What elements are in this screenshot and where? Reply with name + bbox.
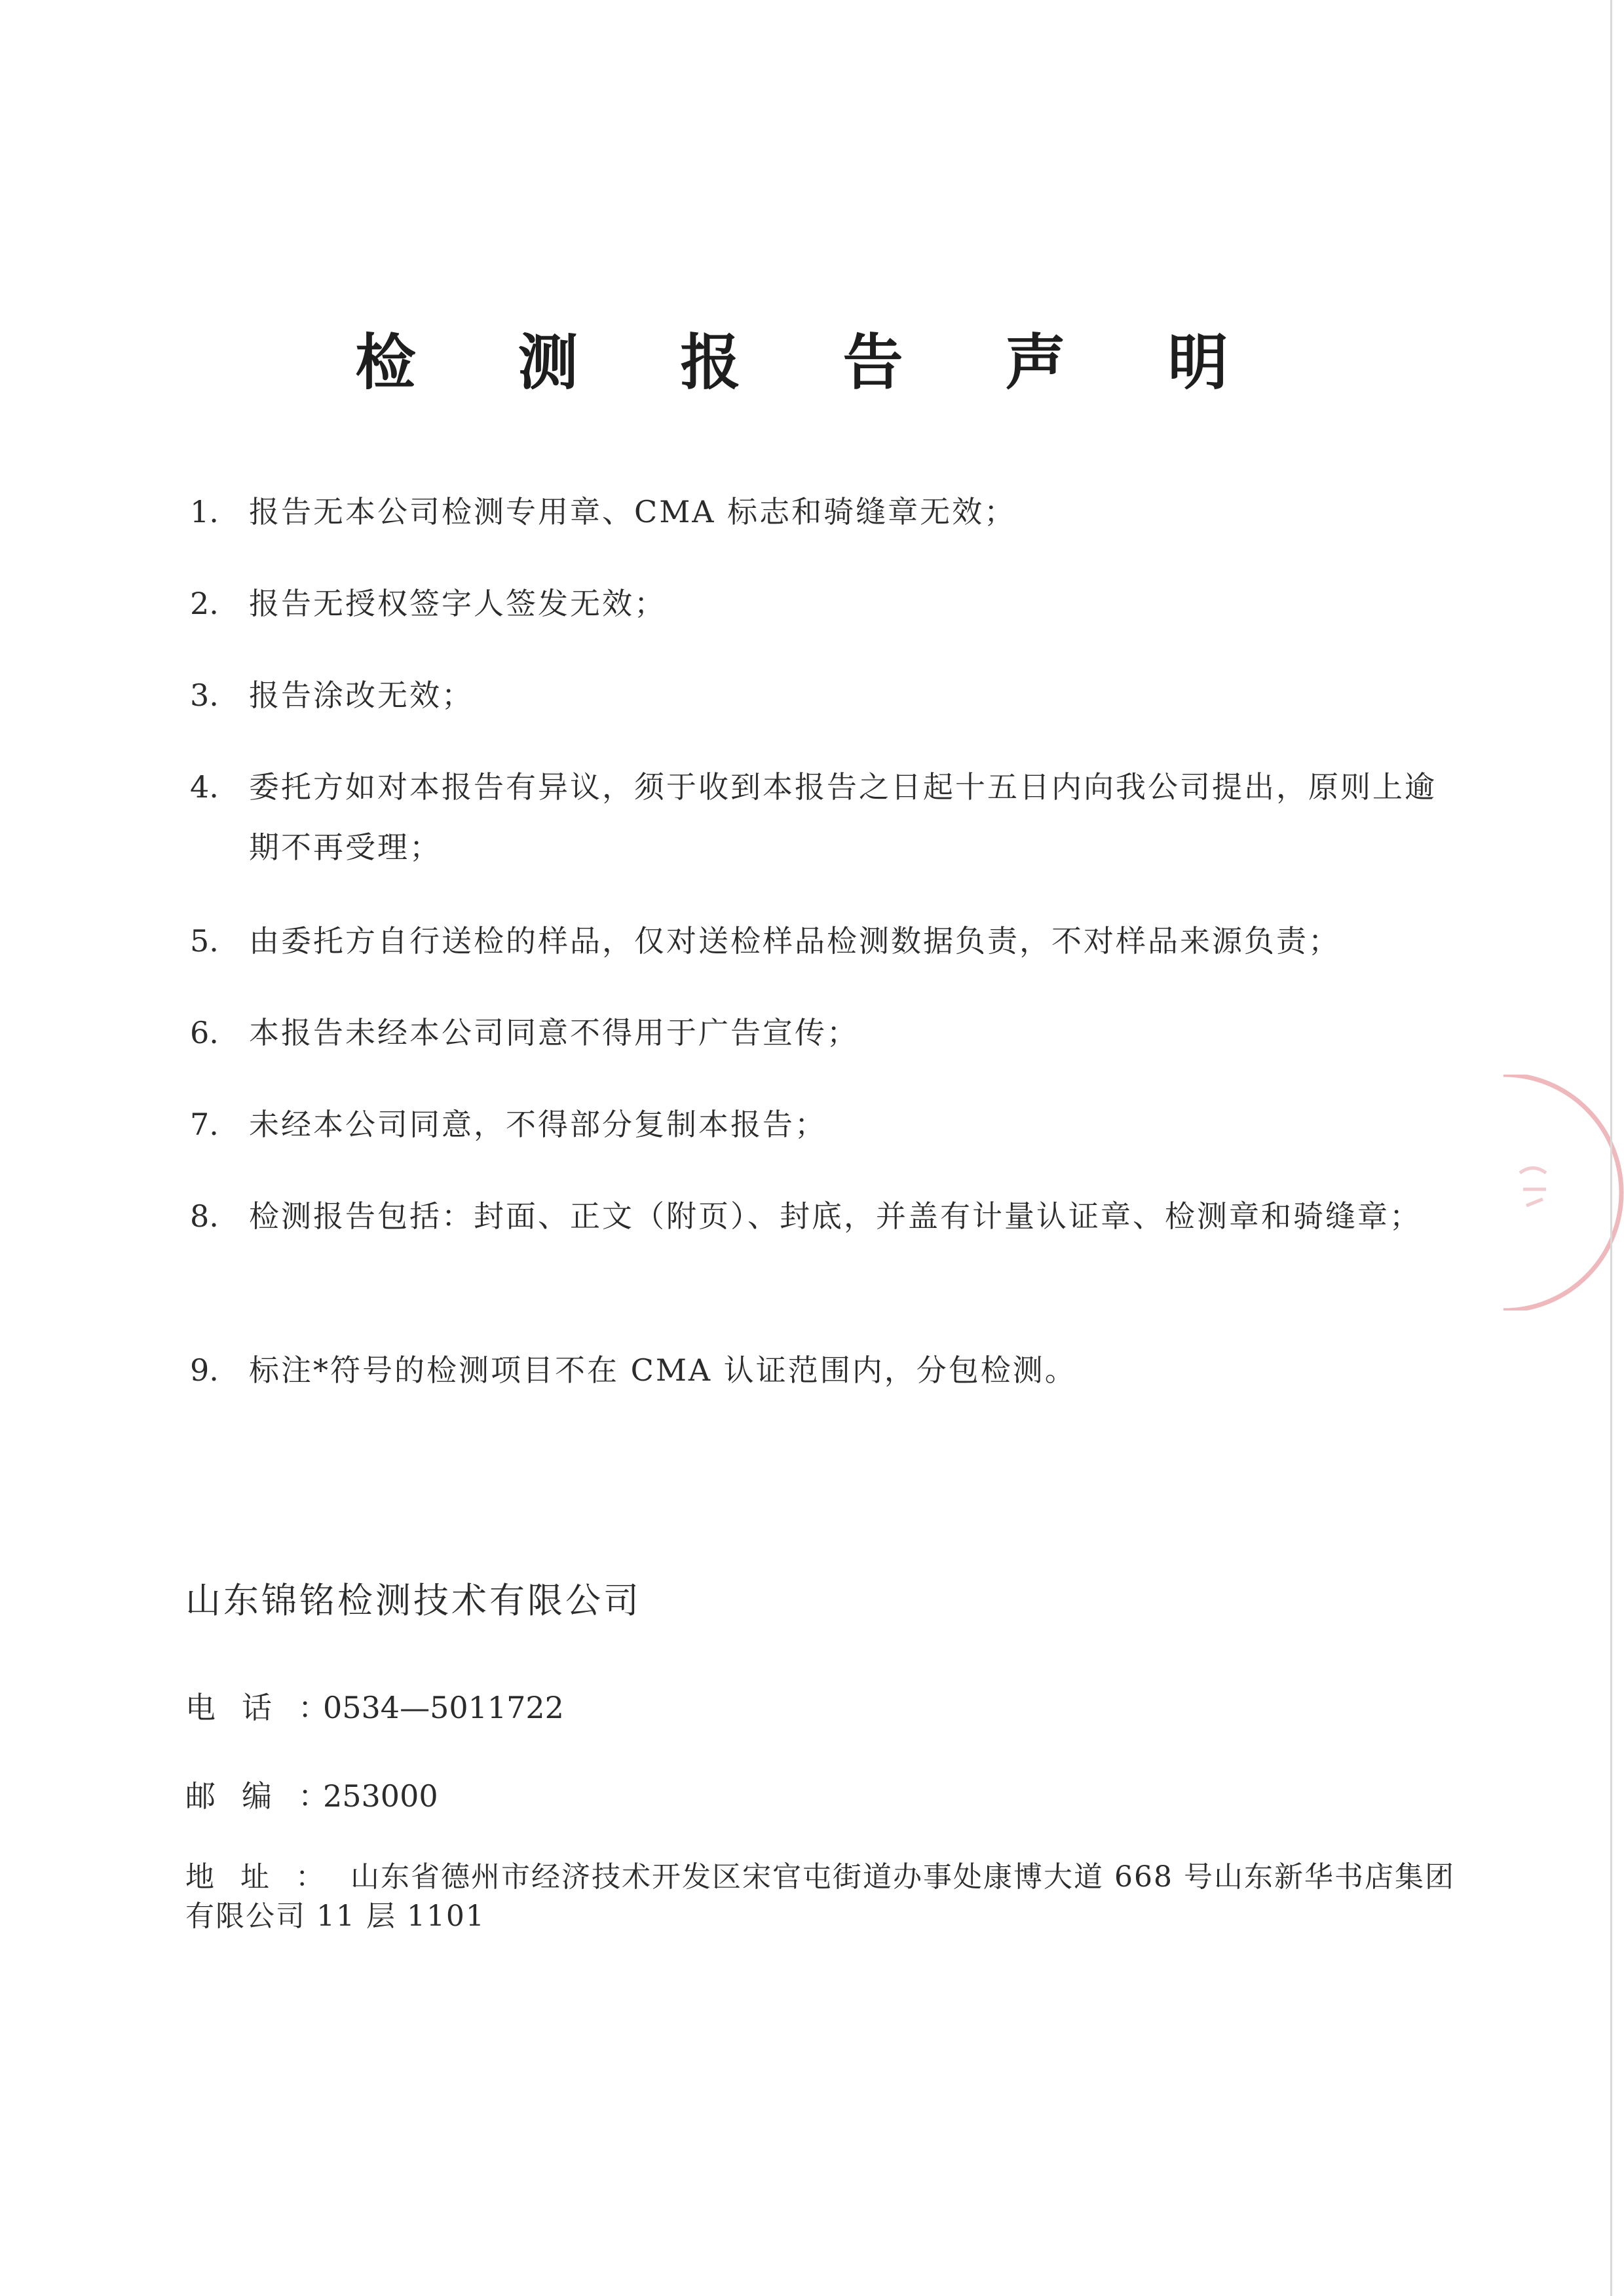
postcode-label: 邮编： <box>185 1778 354 1814</box>
postcode-line <box>185 1772 438 1816</box>
item-number: 1. <box>190 494 219 529</box>
statement-item-7 <box>190 1094 1467 1155</box>
item-text: 报告无授权签字人签发无效； <box>249 586 666 621</box>
statement-item-6 <box>190 1003 1467 1063</box>
item-number: 5. <box>190 923 219 959</box>
item-text: 报告涂改无效； <box>249 678 474 713</box>
statement-item-2 <box>190 573 1467 634</box>
phone-line <box>185 1684 564 1727</box>
address-block <box>185 1858 1463 1936</box>
statement-item-3 <box>190 665 1467 725</box>
item-number: 2. <box>190 586 219 621</box>
document-title: 检 测 报 告 声 明 <box>355 328 1269 398</box>
item-number: 7. <box>190 1107 219 1142</box>
item-text: 由委托方自行送检的样品，仅对送检样品检测数据负责，不对样品来源负责； <box>249 923 1340 959</box>
statement-item-9 <box>190 1340 1467 1400</box>
item-number: 3. <box>190 678 219 713</box>
statement-item-1 <box>190 482 1467 542</box>
item-number: 8. <box>190 1198 219 1234</box>
phone-label: 电话： <box>185 1690 354 1725</box>
item-number: 4. <box>190 769 219 805</box>
item-text: 检测报告包括：封面、正文（附页）、封底，并盖有计量认证章、检测章和骑缝章； <box>249 1198 1422 1234</box>
statement-item-5 <box>190 911 1467 971</box>
statement-item-4 <box>190 757 1467 877</box>
seal-stamp-inner-mark <box>1520 1168 1546 1206</box>
item-text: 标注*符号的检测项目不在 CMA 认证范围内，分包检测。 <box>249 1352 1077 1388</box>
address-label: 地址： <box>185 1860 350 1894</box>
item-text: 委托方如对本报告有异议，须于收到本报告之日起十五日内向我公司提出，原则上逾期不再受理； <box>249 769 1437 865</box>
seal-stamp-fragment <box>1500 1075 1624 1311</box>
scan-edge-line <box>1610 0 1612 2296</box>
item-text: 本报告未经本公司同意不得用于广告宣传； <box>249 1015 859 1050</box>
statement-item-8 <box>190 1186 1467 1246</box>
phone-value: 0534—5011722 <box>323 1690 564 1725</box>
company-name: 山东锦铭检测技术有限公司 <box>185 1580 641 1621</box>
address-value: 山东省德州市经济技术开发区宋官屯街道办事处康博大道 668 号山东新华书店集团有限公司 11 层 1101 <box>185 1860 1455 1933</box>
seal-stamp-ring <box>1503 1075 1621 1311</box>
item-number: 9. <box>190 1352 219 1388</box>
item-text: 未经本公司同意，不得部分复制本报告； <box>249 1107 827 1142</box>
item-text: 报告无本公司检测专用章、CMA 标志和骑缝章无效； <box>249 494 1017 529</box>
postcode-value: 253000 <box>323 1778 438 1814</box>
item-number: 6. <box>190 1015 219 1050</box>
